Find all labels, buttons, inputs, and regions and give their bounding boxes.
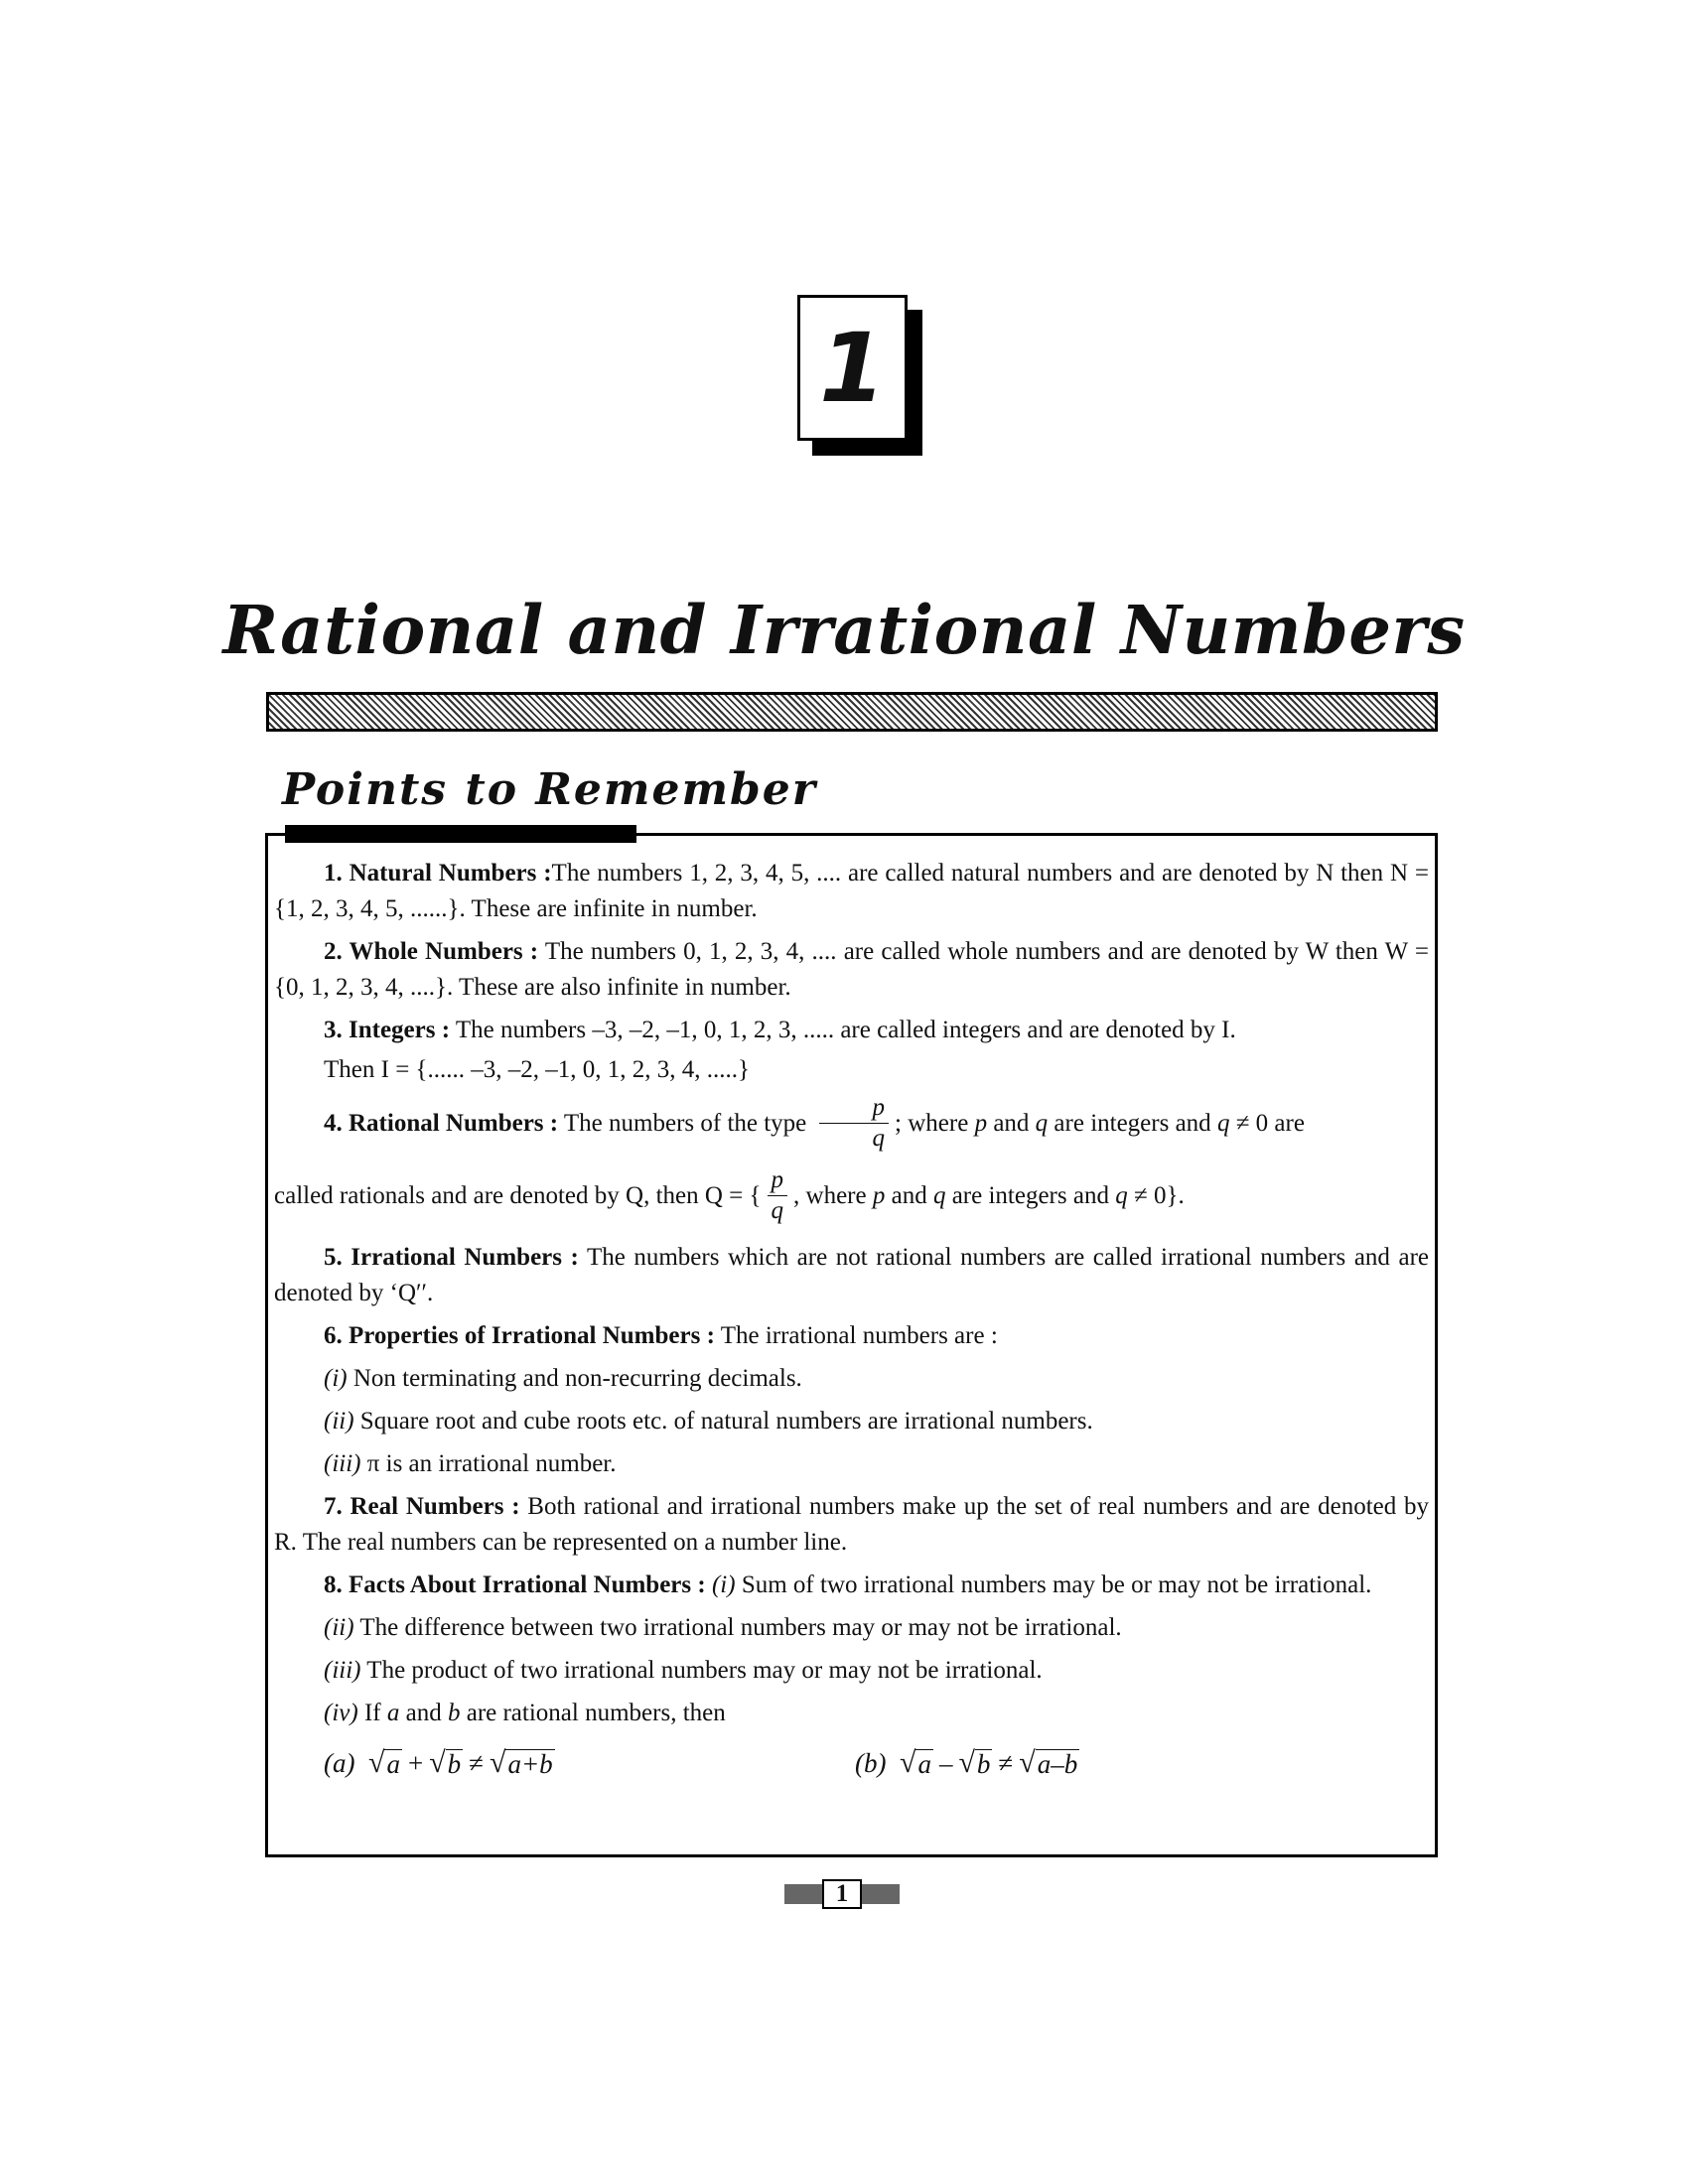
sqrt-b: √ b bbox=[429, 1746, 462, 1779]
sqrt-a: √ a bbox=[367, 1746, 400, 1779]
page-number-footer bbox=[784, 1879, 904, 1909]
section-heading: Points to Remember bbox=[282, 764, 817, 815]
sqrt-a-minus-b: √ a–b bbox=[1019, 1746, 1078, 1779]
property-iii: (iii) π is an irrational number. bbox=[324, 1450, 617, 1477]
fact-iv: (iv) If a and b are rational numbers, then bbox=[324, 1700, 726, 1726]
point-properties-irrational: 6. Properties of Irrational Numbers : The irrational numbers are : bbox=[324, 1322, 998, 1349]
property-i: (i) Non terminating and non-recurring decimals. bbox=[324, 1365, 802, 1392]
point-natural-numbers: 1. Natural Numbers :The numbers 1, 2, 3, 4, 5, .... are called natural numbers and are denoted by N then N = {1, 2, 3, 4, 5, ......}. These are infinite in number. bbox=[274, 860, 1429, 922]
sqrt-formulas bbox=[274, 1745, 1429, 1781]
sqrt-b: √ b bbox=[958, 1746, 991, 1779]
formula-a: (a) √ a + √ b ≠ √ a+b bbox=[324, 1746, 553, 1779]
page-bar-left bbox=[784, 1884, 822, 1904]
sqrt-a-plus-b: √ a+b bbox=[489, 1746, 553, 1779]
integers-set: Then I = {...... –3, –2, –1, 0, 1, 2, 3, 4, .....} bbox=[324, 1056, 751, 1083]
fact-ii: (ii) The difference between two irrational numbers may or may not be irrational. bbox=[324, 1614, 1122, 1641]
point-whole-numbers: 2. Whole Numbers : The numbers 0, 1, 2, 3, 4, .... are called whole numbers and are denoted by W then W = {0, 1, 2, 3, 4, ....}. These are also infinite in number. bbox=[274, 938, 1429, 1001]
page-number: 1 bbox=[822, 1879, 862, 1909]
chapter-number-badge bbox=[797, 295, 922, 456]
point-integers: 3. Integers : The numbers –3, –2, –1, 0, 1, 2, 3, ..... are called integers and are denoted by I. bbox=[324, 1017, 1236, 1043]
formula-b: (b) √ a – √ b ≠ √ a–b bbox=[855, 1746, 1078, 1779]
hatched-divider bbox=[266, 692, 1438, 732]
chapter-title: Rational and Irrational Numbers bbox=[222, 591, 1466, 669]
chapter-number: 1 bbox=[797, 295, 908, 441]
point-facts-irrational: 8. Facts About Irrational Numbers : (i) Sum of two irrational numbers may be or may not be irrational. bbox=[324, 1571, 1372, 1598]
property-ii: (ii) Square root and cube roots etc. of natural numbers are irrational numbers. bbox=[324, 1408, 1093, 1434]
point-rational-numbers: 4. Rational Numbers : The numbers of the type $\frac{p}{q}$ ; where p and q are integers and q ≠ 0 are bbox=[324, 1094, 1305, 1152]
sqrt-a: √ a bbox=[899, 1746, 931, 1779]
points-content bbox=[274, 856, 1429, 1781]
rational-set-definition: called rationals and are denoted by Q, then Q = { $\frac{p}{q}$ , where p and q are integers and q ≠ 0}. bbox=[274, 1166, 1185, 1224]
page-bar-right bbox=[862, 1884, 900, 1904]
fraction-p-over-q: $\frac{p}{q}$ bbox=[819, 1093, 890, 1154]
point-real-numbers: 7. Real Numbers : Both rational and irrational numbers make up the set of real numbers and are denoted by R. The real numbers can be represented on a number line. bbox=[274, 1493, 1429, 1556]
fraction-p-over-q-set: $\frac{p}{q}$ bbox=[768, 1165, 788, 1226]
fact-iii: (iii) The product of two irrational numbers may or may not be irrational. bbox=[324, 1657, 1043, 1684]
point-irrational-numbers: 5. Irrational Numbers : The numbers which are not rational numbers are called irrational numbers and are denoted by ‘Q′′. bbox=[274, 1244, 1429, 1306]
